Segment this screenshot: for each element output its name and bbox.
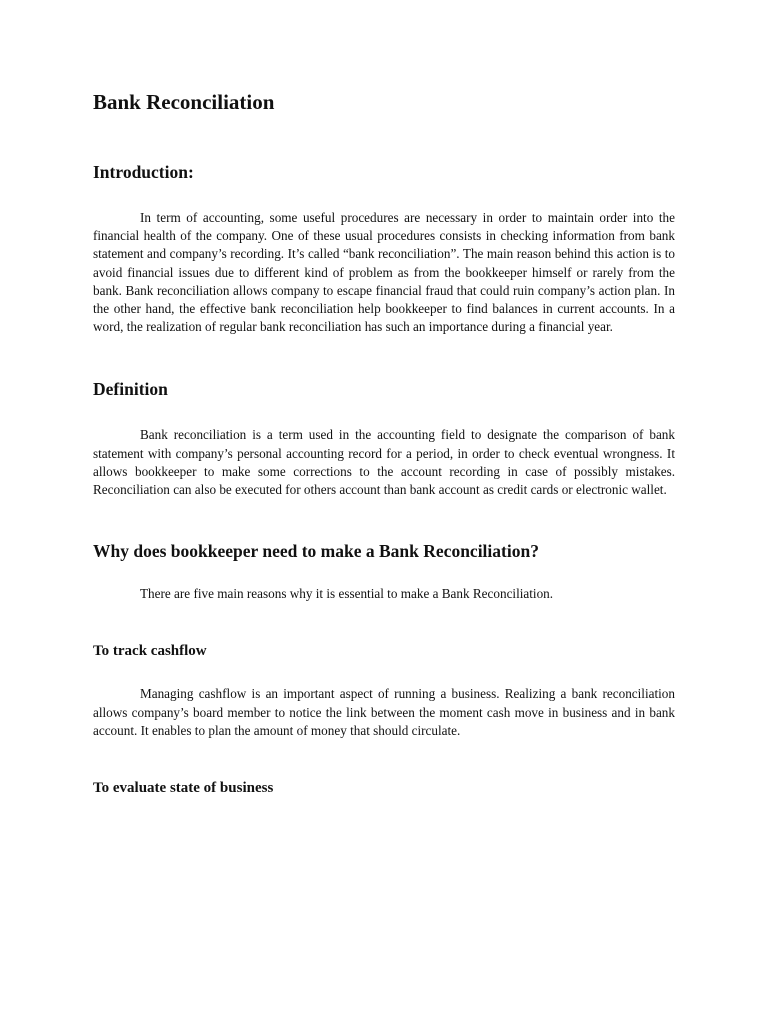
definition-heading: Definition [93,379,168,400]
track-cashflow-heading: To track cashflow [93,643,207,660]
why-paragraph: There are five main reasons why it is essential to make a Bank Reconciliation. [140,586,554,602]
introduction-heading: Introduction: [93,162,194,182]
introduction-paragraph: In term of accounting, some useful procedures are necessary in order to maintain order into the financial health of the company. One of these usual procedures consists in checking information from bank statement and company’s recording. It’s called “bank reconciliation”. The main reason behind this action is to avoid financial issues due to different kind of problem as from the bookkeeper himself or rarely from the bank. Bank reconciliation allows company to escape financial fraud that could ruin company’s action plan. In the other hand, the effective bank reconciliation help bookkeeper to find balances in current accounts. In a word, the realization of regular bank reconciliation has such an importance during a financial year. [93,210,675,335]
track-cashflow-paragraph: Managing cashflow is an important aspect of running a business. Realizing a bank reconciliation allows company’s board member to notice the link between the moment cash move in business and in bank account. It enables to plan the amount of money that should circulate. [93,686,675,738]
document-body [93,88,675,798]
evaluate-state-heading: To evaluate state of business [93,780,274,797]
why-heading: Why does bookkeeper need to make a Bank Reconciliation? [93,541,539,562]
definition-paragraph: Bank reconciliation is a term used in the accounting field to designate the comparison of bank statement with company’s personal accounting record for a period, in order to check eventual wrongness. It allows bookkeeper to make some corrections to the account recording in case of possibly mistakes. Reconciliation can also be executed for others account than bank account as credit cards or electronic wallet. [93,427,675,498]
document-title: Bank Reconciliation [93,90,275,114]
